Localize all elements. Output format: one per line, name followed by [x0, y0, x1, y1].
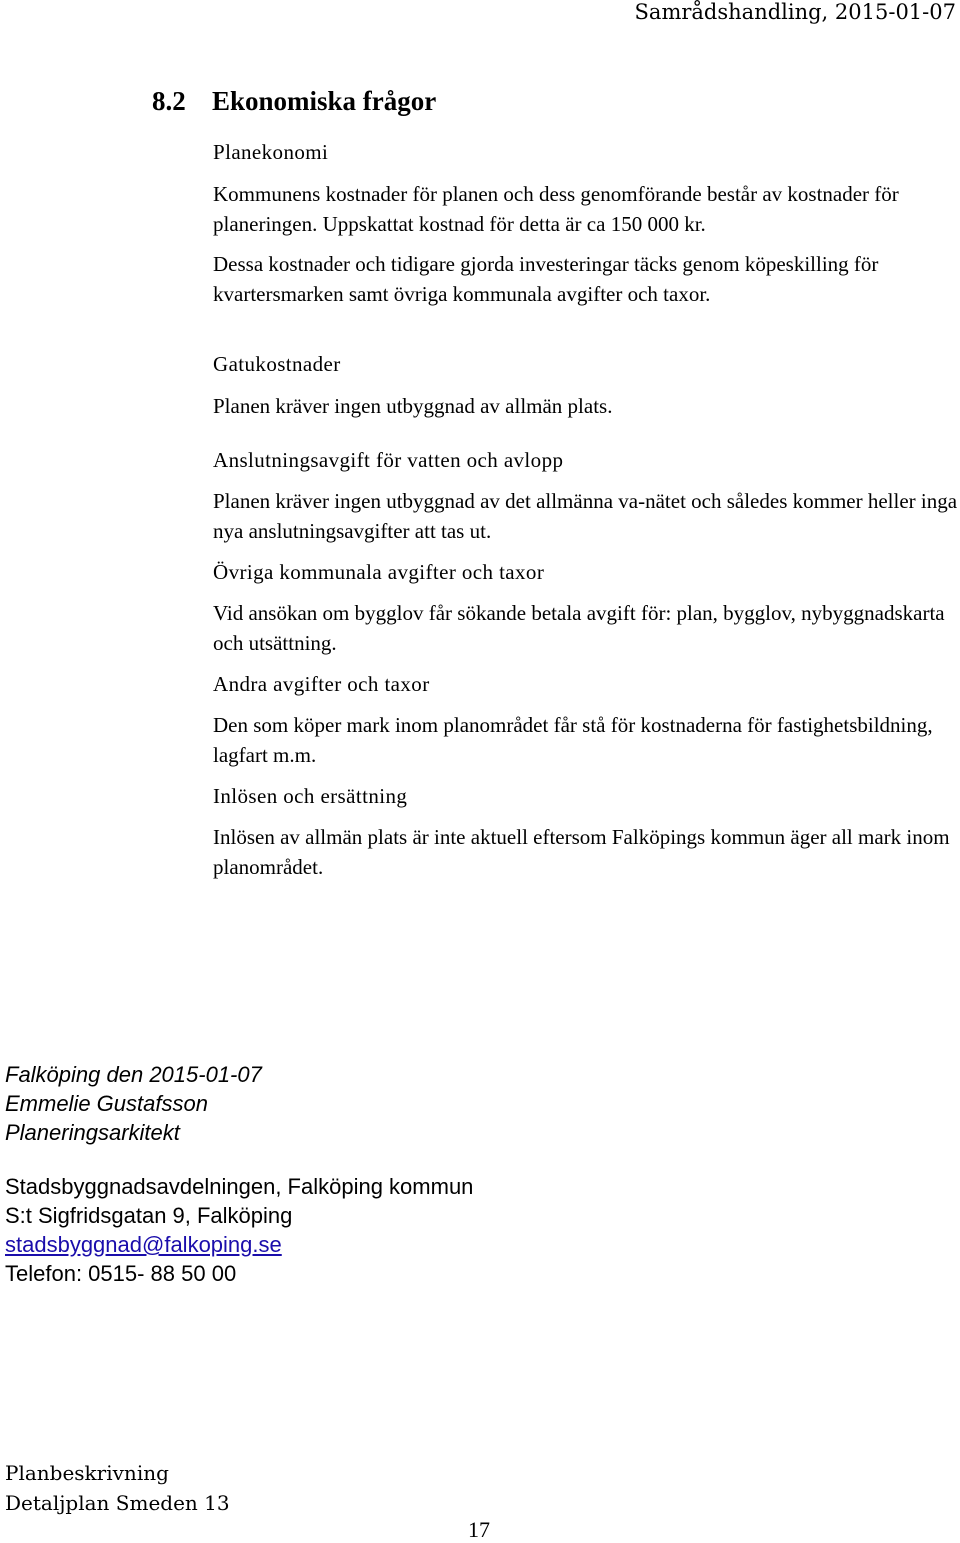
- paragraph-gatukostnader: Planen kräver ingen utbyggnad av allmän plats.: [213, 394, 613, 418]
- section-title: Ekonomiska frågor: [212, 86, 437, 116]
- subheading-planekonomi: Planekonomi: [213, 140, 329, 164]
- subheading-ovriga-avgifter: Övriga kommunala avgifter och taxor: [213, 560, 545, 584]
- signature-name: Emmelie Gustafsson: [5, 1091, 208, 1116]
- section-number: 8.2: [152, 86, 186, 116]
- subheading-andra-avgifter: Andra avgifter och taxor: [213, 672, 430, 696]
- footer-plan-name: Detaljplan Smeden 13: [5, 1491, 230, 1515]
- paragraph-andra-avgifter: Den som köper mark inom planområdet får stå för kostnaderna för fastighetsbildning, lagfart m.m.: [213, 713, 933, 767]
- contact-address: S:t Sigfridsgatan 9, Falköping: [5, 1203, 293, 1228]
- subheading-inlosen: Inlösen och ersättning: [213, 784, 408, 808]
- subheading-gatukostnader: Gatukostnader: [213, 352, 341, 376]
- paragraph-planekonomi-1: Kommunens kostnader för planen och dess genomförande består av kostnader för planeringen. Uppskattat kostnad för detta är ca 150 000 kr.: [213, 182, 899, 236]
- subheading-anslutningsavgift: Anslutningsavgift för vatten och avlopp: [213, 448, 564, 472]
- contact-phone: Telefon: 0515- 88 50 00: [5, 1261, 237, 1286]
- paragraph-inlosen: Inlösen av allmän plats är inte aktuell eftersom Falköpings kommun äger all mark inom planområdet.: [213, 825, 950, 879]
- paragraph-planekonomi-2: Dessa kostnader och tidigare gjorda investeringar täcks genom köpeskilling för kvartersmarken samt övriga kommunala avgifter och taxor.: [213, 252, 879, 306]
- document-status-header: Samrådshandling, 2015-01-07: [634, 0, 956, 24]
- footer-doc-type: Planbeskrivning: [5, 1461, 169, 1485]
- contact-department: Stadsbyggnadsavdelningen, Falköping kommun: [5, 1174, 474, 1199]
- contact-email-link[interactable]: stadsbyggnad@falkoping.se: [5, 1232, 282, 1257]
- section-heading: [152, 86, 436, 117]
- paragraph-anslutningsavgift: Planen kräver ingen utbyggnad av det allmänna va-nätet och således kommer heller inga nya anslutningsavgifter att tas ut.: [213, 489, 958, 543]
- signature-role: Planeringsarkitekt: [5, 1120, 180, 1145]
- page-number: 17: [468, 1517, 490, 1542]
- paragraph-ovriga-avgifter: Vid ansökan om bygglov får sökande betala avgift för: plan, bygglov, nybyggnadskarta och utsättning.: [213, 601, 945, 655]
- signature-place-date: Falköping den 2015-01-07: [5, 1062, 262, 1087]
